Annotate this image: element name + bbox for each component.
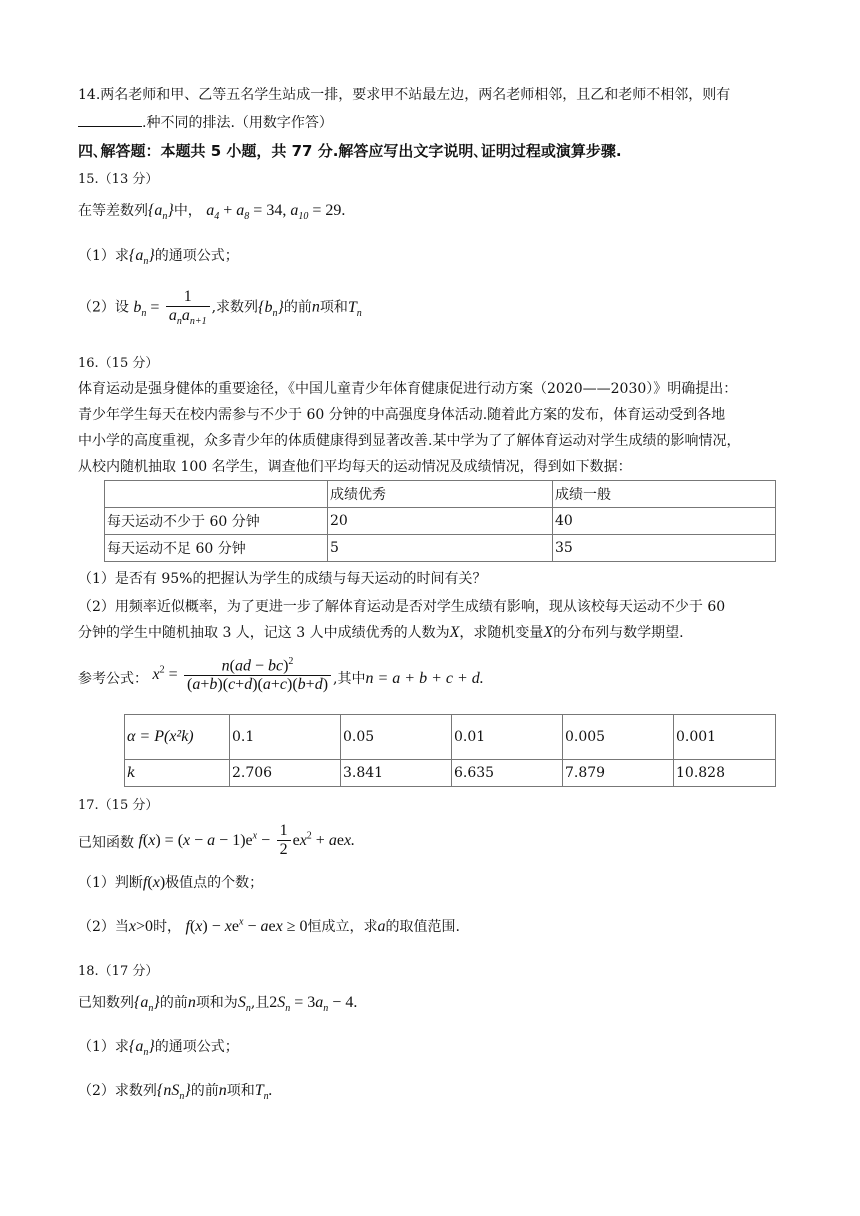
q15-header: 15.（13 分） [78,172,159,187]
q16-para-2: 青少年学生每天在校内需参与不少于 60 分钟的中高强度身体活动.随着此方案的发布，体育运动受到各地 [78,407,726,423]
table-row [105,508,776,535]
q18-part1: （1）求$\{a_n\}$的通项公式； [78,1038,239,1059]
table-cell: 2.706 [230,760,341,787]
table-cell: 0.1 [230,715,341,760]
q15-part2: （2）设 $b_n$ = $\frac{1}{a_na_{n+1}}$ ,求数列$\{b_n\}$的前n项和$T_n$ [78,288,362,328]
fraction: $\frac{1}{a_na_{n+1}}$ [166,288,210,327]
table-cell: 10.828 [674,760,776,787]
table-cell: 35 [553,535,776,562]
table-cell: 6.635 [452,760,563,787]
table-cell: 5 [328,535,553,562]
q14-line2: .种不同的排法.（用数字作答） [78,112,333,132]
q17-header: 17.（15 分） [78,798,159,813]
chi-square-fraction: $\frac{n(ad - bc)^2}{(a+b)(c+d)(a+c)(b+d)}$ [184,656,331,694]
q16-header: 16.（15 分） [78,356,159,371]
table-cell: 每天运动不少于 60 分钟 [105,508,328,535]
q16-part2-line1: （2）用频率近似概率，为了更进一步了解体育运动是否对学生成绩有影响，现从该校每天运动不少于 60 [78,599,726,615]
table-cell: 0.05 [341,715,452,760]
q18-stem: 已知数列$\{a_n\}$的前n项和为$S_n$,且$2S_n = 3a_n - 4$. [78,994,358,1015]
q18-header: 18.（17 分） [78,964,159,979]
q17-part2: （2）当x>0时， $f(x) - xe^x$ − aex ≥ 0恒成立，求a的取值范围. [78,916,460,935]
q17-stem: 已知函数 $f(x) = (x - a - 1)e^x$ − $\frac{1}{2}$ $ex^2$ + aex. [78,822,356,858]
table-cell: 成绩一般 [553,481,776,508]
table-cell: 0.005 [563,715,674,760]
q17-part1: （1）判断f(x)极值点的个数； [78,874,264,891]
q15-stem: 在等差数列$\{a_n\}$中， $a_4 + a_8 = 34$, $a_{10} = 29$. [78,202,346,223]
q15-part1: （1）求$\{a_n\}$的通项公式； [78,247,239,268]
section-4-heading: 四､解答题：本题共 5 小题，共 77 分.解答应写出文字说明､证明过程或演算步骤. [78,142,622,160]
q14-line1: 14.两名老师和甲、乙等五名学生站成一排，要求甲不站最左边，两名老师相邻，且乙和老师不相邻，则有 [78,87,731,103]
table-header-row [105,481,776,508]
table-cell: 7.879 [563,760,674,787]
table-cell: α = P(x²k) [125,715,230,760]
table-cell: 每天运动不足 60 分钟 [105,535,328,562]
q16-para-1: 体育运动是强身健体的重要途径，《中国儿童青少年体育健康促进行动方案（2020——2030）》明确提出： [78,381,738,397]
table-cell: k [125,760,230,787]
q16-part2-line2: 分钟的学生中随机抽取 3 人，记这 3 人中成绩优秀的人数为X，求随机变量X的分布列与数学期望. [78,624,684,641]
k-row [125,760,776,787]
q16-part1: （1）是否有 95%的把握认为学生的成绩与每天运动的时间有关？ [78,571,487,587]
table-cell: 0.001 [674,715,776,760]
table-cell: 3.841 [341,760,452,787]
table-cell: 20 [328,508,553,535]
table-cell: 40 [553,508,776,535]
table-row [105,535,776,562]
answer-blank [78,114,142,127]
q18-part2: （2）求数列$\{nS_n\}$的前n项和$T_n$. [78,1082,273,1103]
q16-para-4: 从校内随机抽取 100 名学生，调查他们平均每天的运动情况及成绩情况，得到如下数据： [78,459,632,475]
q16-critical-value-table [124,714,776,787]
table-cell [105,481,328,508]
q16-data-table [104,480,776,562]
q16-para-3: 中小学的高度重视，众多青少年的体质健康得到显著改善.某中学为了了解体育运动对学生成绩的影响情况， [78,433,741,449]
table-cell: 成绩优秀 [328,481,553,508]
alpha-row [125,715,776,760]
q16-reference-formula: 参考公式： $x^2$ = $\frac{n(ad - bc)^2}{(a+b)(c+d)(a+c)(b+d)}$ ,其中n = a + b + c + d. [78,656,484,694]
table-cell: 0.01 [452,715,563,760]
fraction: $\frac{1}{2}$ [277,822,291,859]
